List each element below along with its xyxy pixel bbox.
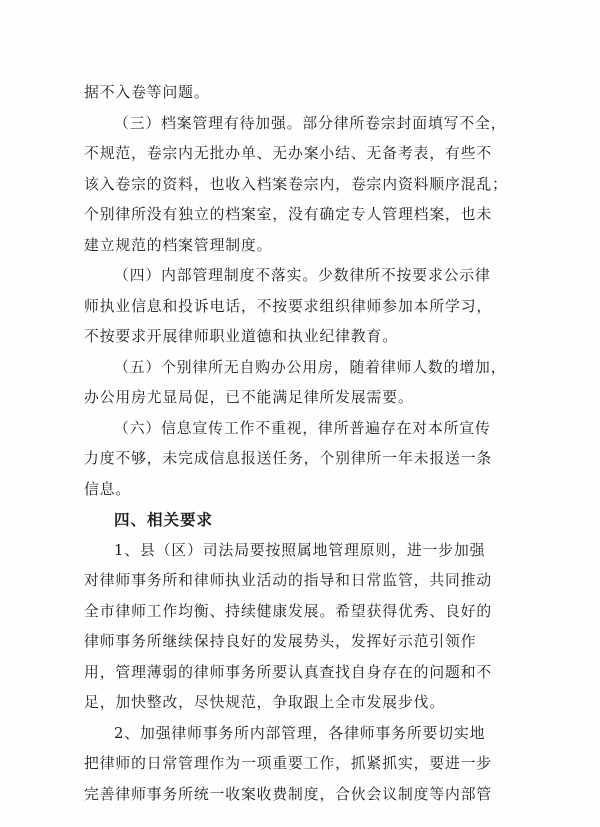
text-line: （三）档案管理有待加强。部分律所卷宗封面填写不全，: [114, 114, 507, 132]
paragraph-office-space: [84, 353, 516, 414]
text-line: 该入卷宗的资料，也收入档案卷宗内，卷宗内资料顺序混乱；: [84, 175, 508, 193]
text-line: （六）信息宣传工作不重视，律所普遍存在对本所宣传: [114, 419, 491, 437]
text-line: 信息。: [84, 480, 132, 498]
document-body: [84, 78, 516, 810]
text-line: 不按要求开展律师职业道德和执业纪律教育。: [84, 328, 398, 345]
text-line: 据不入卷等问题。: [84, 84, 210, 101]
text-line: 律师事务所继续保持良好的发展势头，发挥好示范引领作: [84, 633, 477, 650]
requirement-1: [84, 536, 516, 719]
text-line: 全市律师工作均衡、持续健康发展。希望获得优秀、良好的: [84, 602, 493, 620]
text-line: （四）内部管理制度不落实。少数律所不按要求公示律: [114, 267, 491, 284]
text-line: 办公用房尤显局促，已不能满足律所发展需要。: [84, 389, 414, 406]
text-line: 用，管理薄弱的律师事务所要认真查找自身存在的问题和不: [84, 663, 493, 681]
text-line: 对律师事务所和律师执业活动的指导和日常监管，共同推动: [84, 572, 493, 589]
text-line: 师执业信息和投诉电话，不按要求组织律师参加本所学习，: [84, 297, 493, 315]
requirement-2: [84, 719, 516, 811]
text-line: 不规范，卷宗内无批办单、无办案小结、无备考表，有些不: [84, 145, 493, 162]
paragraph-archive-management: [84, 109, 516, 262]
text-line: 1、县（区）司法局要按照属地管理原则，进一步加强: [114, 541, 486, 559]
text-line: 足，加快整改，尽快规范，争取跟上全市发展步伐。: [84, 694, 446, 711]
text-line: 力度不够，未完成信息报送任务，个别律所一年未报送一条: [84, 450, 493, 467]
section-heading: 四、相关要求: [114, 511, 214, 529]
text-line: 个别律所没有独立的档案室，没有确定专人管理档案，也未: [84, 206, 493, 223]
paragraph-publicity: [84, 414, 516, 506]
paragraph-internal-management: [84, 261, 516, 353]
text-line: 2、加强律师事务所内部管理，各律师事务所要切实地: [114, 724, 486, 742]
text-line: 完善律师事务所统一收案收费制度，合伙会议制度等内部管: [84, 785, 493, 803]
text-line: （五）个别律所无自购办公用房，随着律师人数的增加，: [114, 358, 507, 376]
text-line: 把律师的日常管理作为一项重要工作，抓紧抓实，要进一步: [84, 755, 493, 772]
paragraph-continuation: [84, 78, 516, 109]
text-line: 建立规范的档案管理制度。: [84, 236, 273, 254]
